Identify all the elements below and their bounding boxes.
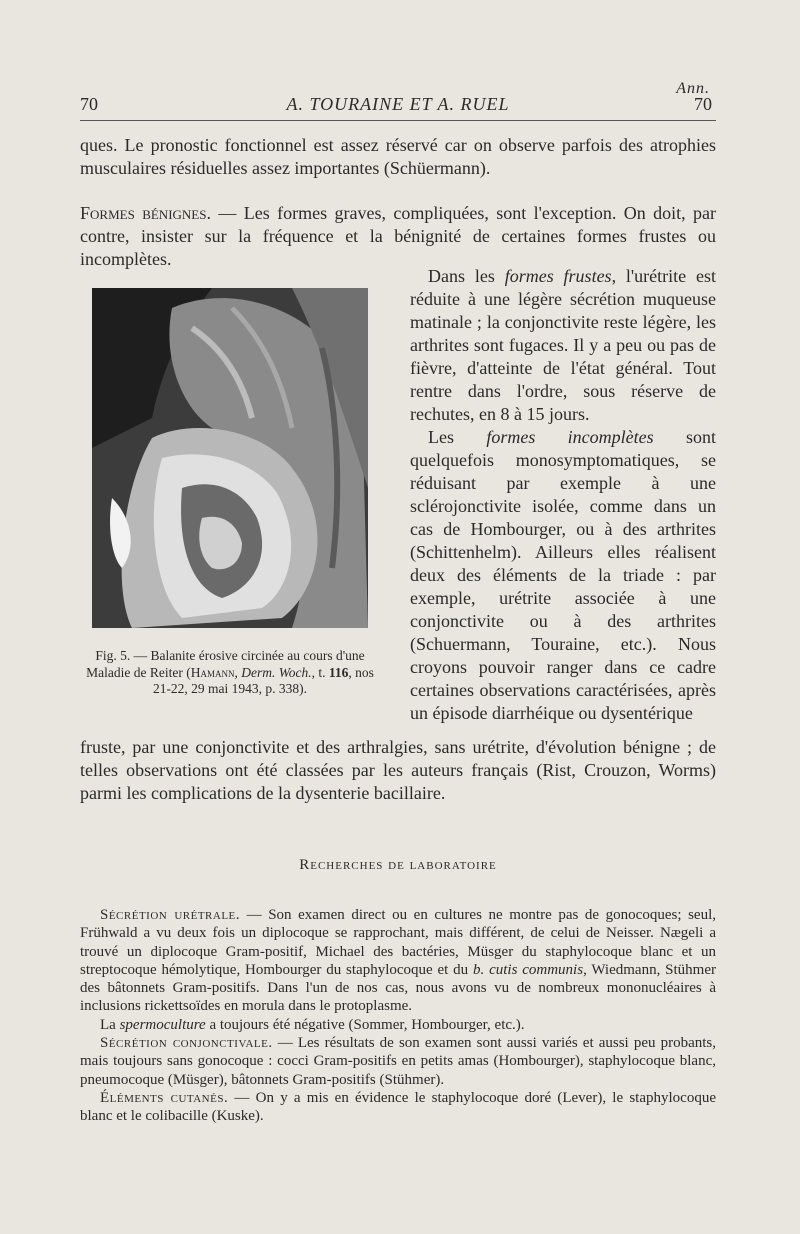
figure-caption: [80, 648, 380, 698]
frustes-paragraph: [410, 265, 716, 426]
incompletes-paragraph: [410, 426, 716, 725]
incompletes-lead: Les: [428, 427, 487, 447]
caption-author: Hamann: [190, 664, 235, 680]
urethral-species: b. cutis communis: [473, 961, 584, 978]
sperm-text: a toujours été négative (Sommer, Hombourger, etc.).: [205, 1016, 525, 1033]
intro-paragraph: ques. Le pronostic fonctionnel est assez réservé car on observe parfois des atrophies musculaires résiduelles assez importantes (Schüermann).: [80, 135, 716, 178]
frustes-text: , l'urétrite est réduite à une légère sécrétion muqueuse matinale ; la conjonctivite reste légère, les arthrites sont fugaces. Il y a peu ou pas de fièvre, d'atteinte de l'état général. Tout rentre dans l'ordre, sous réserve de rechutes, en 8 à 15 jours.: [410, 266, 716, 424]
balanitis-photo: [92, 288, 368, 628]
frustes-term: formes frustes: [504, 266, 612, 286]
lab-section: [80, 906, 716, 1126]
urethral-paragraph: [80, 906, 716, 1016]
conjunctival-paragraph: [80, 1034, 716, 1089]
caption-prefix: Fig. 5. — Balanite érosive circinée au cours d'une Maladie de Reiter (: [86, 648, 365, 680]
section-title-text: Recherches de laboratoire: [299, 857, 497, 873]
skin-paragraph: [80, 1089, 716, 1126]
caption-separator: ,: [234, 664, 242, 680]
caption-volume: 116: [328, 664, 349, 680]
page-header: [80, 80, 716, 120]
skin-text: — On y a mis en évidence le staphylocoque doré (Lever), le staphylocoque blanc et le colibacille (Kuske).: [80, 1089, 716, 1125]
running-title: A. TOURAINE ET A. RUEL: [286, 94, 510, 114]
caption-journal: Derm. Woch.: [241, 664, 312, 680]
section-title: [80, 857, 716, 874]
benign-forms-heading: Formes bénignes.: [80, 203, 211, 223]
incompletes-continuation: fruste, par une conjonctivite et des arthralgies, sans urétrite, d'évolution bénigne ; de telles observations ont été classées par les auteurs français (Rist, Crouzon, Worms) parmi les complications de la dysenterie bacillaire.: [80, 737, 716, 803]
caption-suffix: , nos 21-22, 29 mai 1943, p. 338).: [152, 664, 374, 696]
figure-photo: [92, 288, 368, 628]
skin-heading: Éléments cutanés.: [100, 1089, 229, 1106]
incompletes-text: sont quelquefois monosymptomatiques, se réduisant par exemple à une sclérojonctivite isolée, comme dans un cas de Hombourger, ou à des arthrites (Schittenhelm). Ailleurs elles réalisent deux des éléments de la triade : par exemple, urétrite associée à une conjonctivite ou à des arthrites (Schuermann, Touraine, etc.). Nous croyons pouvoir ranger dans ce cadre certaines observations caractérisées, après un épisode diarrhéique ou dysentérique: [410, 427, 716, 723]
caption-volume-prefix: , t.: [311, 664, 329, 680]
sperm-term: spermoculture: [119, 1016, 206, 1033]
running-note: Ann.: [676, 80, 710, 97]
header-rule: [80, 120, 716, 121]
page-number: 70: [80, 94, 98, 114]
sperm-lead: La: [100, 1016, 120, 1033]
incompletes-term: formes incomplètes: [486, 427, 654, 447]
right-column: [410, 265, 716, 725]
urethral-heading: Sécrétion urétrale.: [100, 907, 241, 923]
benign-forms-paragraph: [80, 202, 716, 271]
urethral-text-2: , Wiedmann, Stühmer des bâtonnets Gram-positifs. Dans l'un de nos cas, nous avons vu de nombreux mononucléaires à inclusions rickettsoïdes en morula dans le protoplasme.: [80, 961, 716, 1015]
conjunctival-text: — Les résultats de son examen sont aussi variés et aussi peu probants, mais toujours sans gonocoque : cocci Gram-positifs en petits amas (Hombourger), staphylocoque blanc, pneumocoque (Müsger), bâtonnets Gram-positifs (Stühmer).: [80, 1035, 716, 1088]
conjunctival-heading: Sécrétion conjonctivale.: [100, 1035, 273, 1052]
spermoculture-paragraph: [80, 1016, 716, 1034]
frustes-lead: Dans les: [428, 266, 505, 286]
page-number-right: 70: [694, 94, 712, 114]
urethral-text: — Son examen direct ou en cultures ne montre pas de gonocoques; seul, Frühwald a vu deux fois un diplocoque se rapprochant, mais différent, de celui de Neisser. Nægeli a trouvé un diplocoque Gram-positif, Michael des bactéries, Müsger du staphylocoque blanc et un streptocoque hémolytique, Hombourger du staphylocoque et du: [80, 907, 716, 978]
benign-forms-text: — Les formes graves, compliquées, sont l'exception. On doit, par contre, insister sur la fréquence et la bénignité de certaines formes frustes ou incomplètes.: [80, 203, 716, 269]
